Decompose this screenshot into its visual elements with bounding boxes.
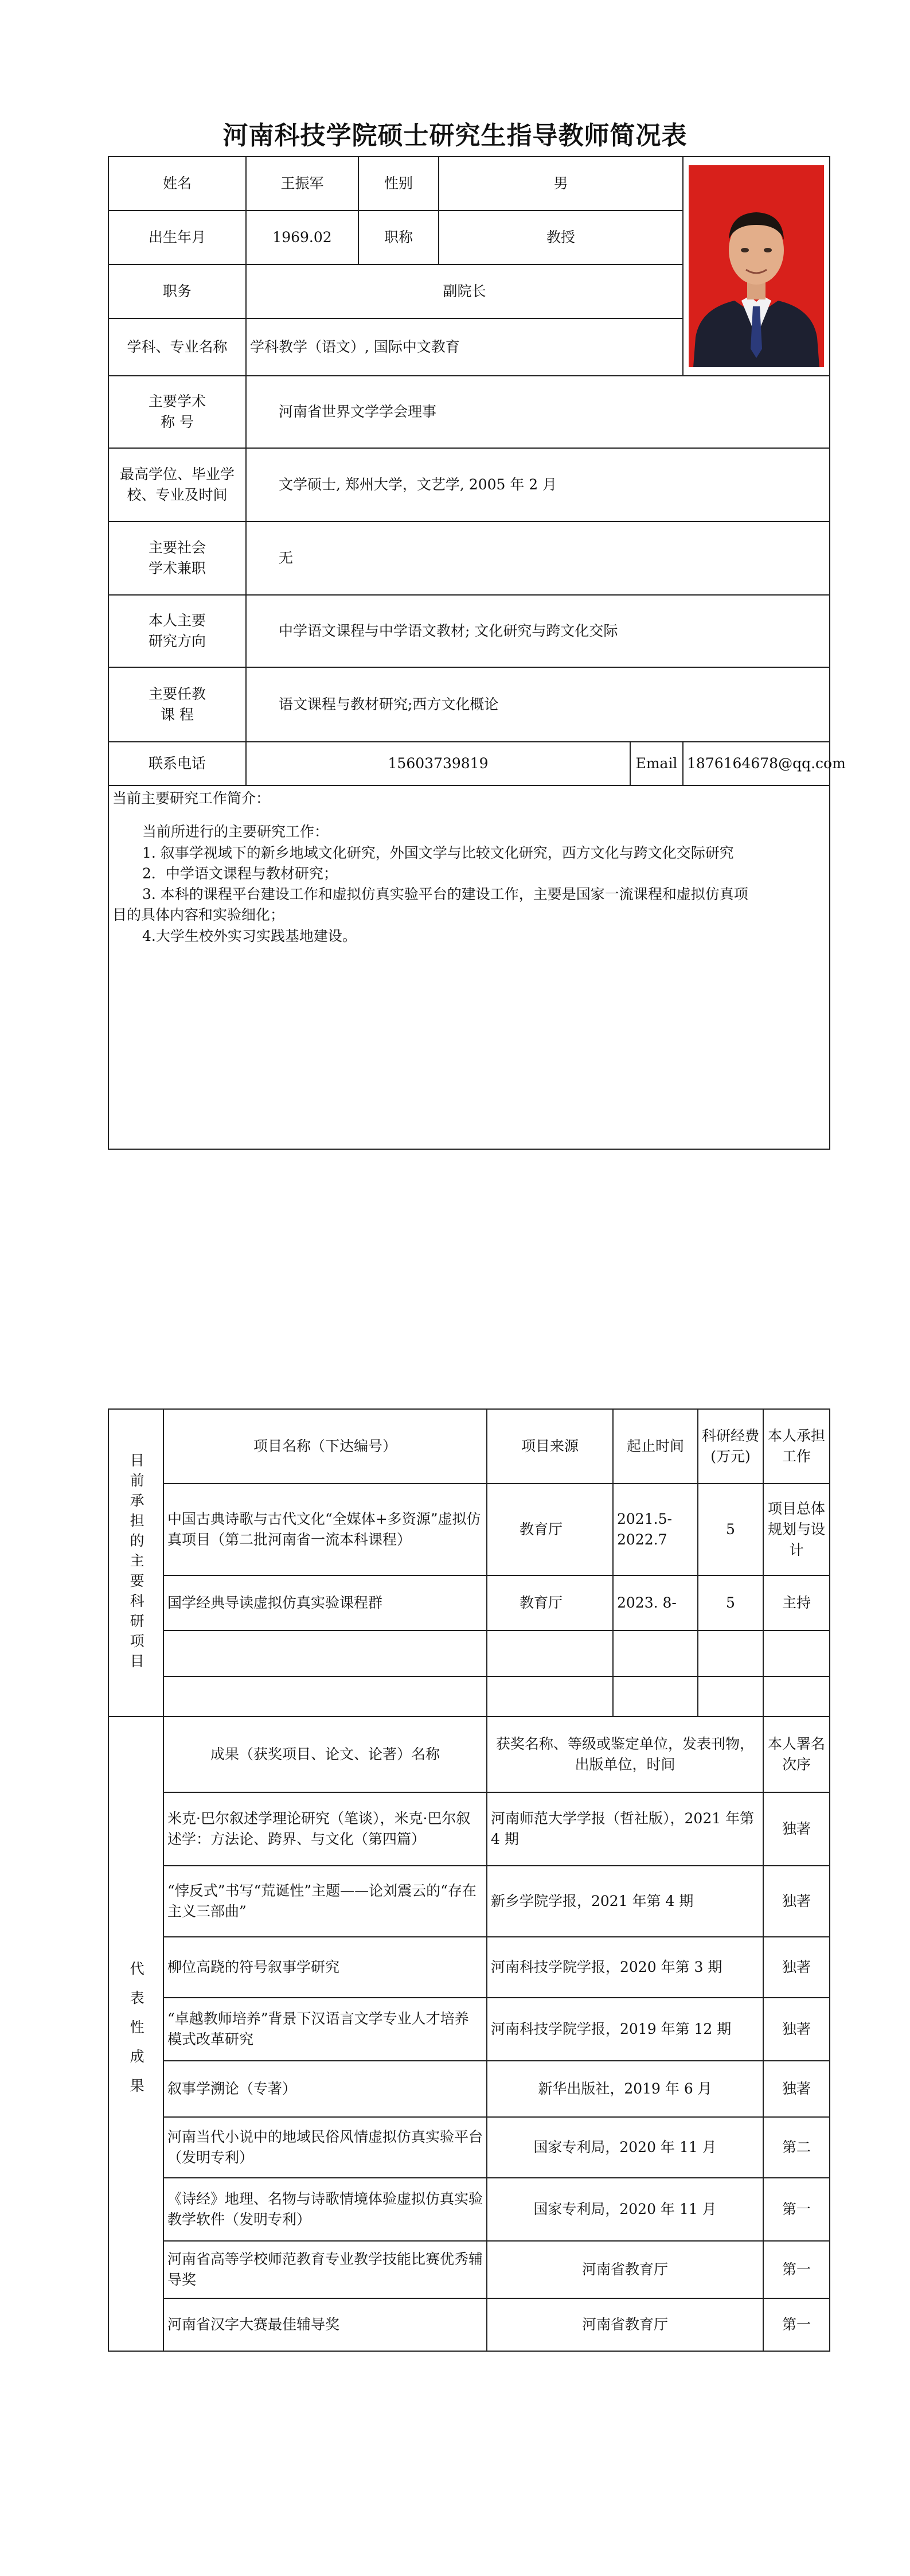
projects-header-funding: 科研经费(万元)	[698, 1409, 763, 1484]
achievement-order: 独著	[763, 2061, 830, 2117]
birth-label: 出生年月	[108, 211, 246, 264]
honors-value: 河南省世界文学学会理事	[246, 376, 830, 448]
achievement-name: “卓越教师培养”背景下汉语言文学专业人才培养模式改革研究	[163, 1998, 487, 2061]
projects-header-name: 项目名称（下达编号）	[163, 1409, 487, 1484]
empty-cell	[487, 1676, 613, 1717]
projects-header-source: 项目来源	[487, 1409, 613, 1484]
honors-label-line2: 称 号	[161, 414, 194, 430]
courses-value: 语文课程与教材研究;西方文化概论	[246, 667, 830, 742]
achievement-order: 独著	[763, 1866, 830, 1937]
empty-cell	[163, 1631, 487, 1676]
achievements-header-publisher: 获奖名称、等级或鉴定单位，发表刊物，出版单位，时间	[487, 1717, 763, 1792]
project-source: 教育厅	[487, 1484, 613, 1575]
work-intro-line: 3. 本科的课程平台建设工作和虚拟仿真实验平台的建设工作，主要是国家一流课程和虚拟仿真项	[142, 886, 748, 902]
achievement-publisher: 河南省教育厅	[487, 2241, 763, 2298]
achievements-header-name: 成果（获奖项目、论文、论著）名称	[163, 1717, 487, 1792]
project-funding: 5	[698, 1575, 763, 1631]
empty-cell	[487, 1631, 613, 1676]
profile-table	[108, 156, 846, 1150]
empty-cell	[763, 1631, 830, 1676]
achievement-publisher: 河南科技学院学报，2020 年第 3 期	[487, 1937, 763, 1998]
achievement-publisher: 国家专利局，2020 年 11 月	[487, 2178, 763, 2241]
achievement-order: 独著	[763, 1998, 830, 2061]
project-name: 中国古典诗歌与古代文化“全媒体+多资源”虚拟仿真项目（第二批河南省一流本科课程）	[163, 1484, 487, 1575]
achievement-name: 河南省高等学校师范教育专业教学技能比赛优秀辅导奖	[163, 2241, 487, 2298]
name-value: 王振军	[246, 157, 358, 211]
projects-table	[108, 1408, 830, 2352]
achievement-order: 第一	[763, 2241, 830, 2298]
discipline-label: 学科、专业名称	[108, 318, 246, 376]
projects-side-label-text: 目前承担的主要科研项目	[128, 1452, 145, 1674]
achievement-order: 第一	[763, 2178, 830, 2241]
achievement-order: 第二	[763, 2117, 830, 2178]
courses-label-line2: 课 程	[161, 706, 194, 723]
empty-cell	[613, 1676, 698, 1717]
achievement-publisher: 河南科技学院学报，2019 年第 12 期	[487, 1998, 763, 2061]
phone-value: 15603739819	[246, 742, 630, 785]
work-intro-line: 4.大学生校外实习实践基地建设。	[142, 927, 357, 944]
projects-header-role: 本人承担工作	[763, 1409, 830, 1484]
title-value: 教授	[439, 211, 683, 264]
degree-label-line1: 最高学位、毕业学	[119, 465, 235, 482]
achievement-name: “悖反式”书写“荒诞性”主题——论刘震云的“存在主义三部曲”	[163, 1866, 487, 1937]
social-value: 无	[246, 522, 830, 595]
gender-label: 性别	[358, 157, 439, 211]
work-intro-line: 1. 叙事学视域下的新乡地域文化研究，外国文学与比较文化研究，西方文化与跨文化交际研究	[142, 844, 734, 861]
email-label: Email	[630, 742, 683, 785]
work-intro	[108, 785, 830, 1149]
project-time: 2023. 8-	[613, 1575, 698, 1631]
portrait-photo	[689, 165, 824, 367]
name-label: 姓名	[108, 157, 246, 211]
empty-cell	[613, 1631, 698, 1676]
degree-value: 文学硕士, 郑州大学，文艺学, 2005 年 2 月	[246, 448, 830, 522]
project-source: 教育厅	[487, 1575, 613, 1631]
work-intro-line: 2．中学语文课程与教材研究；	[142, 865, 338, 882]
page-title: 河南科技学院硕士研究生指导教师简况表	[222, 121, 688, 150]
achievements-side-label-text: 代表性成果	[128, 1960, 145, 2107]
achievement-publisher: 新乡学院学报，2021 年第 4 期	[487, 1866, 763, 1937]
project-name: 国学经典导读虚拟仿真实验课程群	[163, 1575, 487, 1631]
project-role: 主持	[763, 1575, 830, 1631]
social-label	[108, 522, 246, 595]
achievement-name: 河南省汉字大赛最佳辅导奖	[163, 2298, 487, 2351]
research-value: 中学语文课程与中学语文教材; 文化研究与跨文化交际	[246, 595, 830, 667]
research-label-line1: 本人主要	[148, 612, 206, 629]
achievement-order: 独著	[763, 1937, 830, 1998]
courses-label-line1: 主要任教	[148, 685, 206, 702]
achievement-publisher: 国家专利局，2020 年 11 月	[487, 2117, 763, 2178]
honors-label	[108, 376, 246, 448]
work-intro-line: 当前所进行的主要研究工作：	[142, 823, 329, 840]
social-label-line1: 主要社会	[148, 539, 206, 556]
project-funding: 5	[698, 1484, 763, 1575]
discipline-value: 学科教学（语文）, 国际中文教育	[246, 318, 683, 376]
achievement-name: 河南当代小说中的地域民俗风情虚拟仿真实验平台（发明专利）	[163, 2117, 487, 2178]
degree-label-line2: 校、专业及时间	[127, 487, 228, 503]
projects-header-time: 起止时间	[613, 1409, 698, 1484]
position-value: 副院长	[246, 264, 683, 318]
project-role: 项目总体规划与设计	[763, 1484, 830, 1575]
research-label-line2: 研究方向	[148, 633, 206, 649]
photo-cell	[683, 157, 830, 376]
position-label: 职务	[108, 264, 246, 318]
empty-cell	[698, 1631, 763, 1676]
achievement-name: 米克·巴尔叙述学理论研究（笔谈），米克·巴尔叙述学：方法论、跨界、与文化（第四篇）	[163, 1792, 487, 1866]
empty-cell	[163, 1676, 487, 1717]
projects-side-label	[108, 1409, 163, 1717]
work-intro-heading: 当前主要研究工作简介：	[112, 790, 271, 807]
achievement-name: 叙事学溯论（专著）	[163, 2061, 487, 2117]
gender-value: 男	[439, 157, 683, 211]
title-label: 职称	[358, 211, 439, 264]
empty-cell	[763, 1676, 830, 1717]
phone-label: 联系电话	[108, 742, 246, 785]
social-label-line2: 学术兼职	[148, 560, 206, 577]
achievement-order: 第一	[763, 2298, 830, 2351]
achievement-name: 《诗经》地理、名物与诗歌情境体验虚拟仿真实验教学软件（发明专利）	[163, 2178, 487, 2241]
achievement-publisher: 新华出版社，2019 年 6 月	[487, 2061, 763, 2117]
achievements-header-order: 本人署名次序	[763, 1717, 830, 1792]
email-value: 1876164678@qq.com	[683, 742, 830, 785]
achievement-publisher: 河南师范大学学报（哲社版），2021 年第 4 期	[487, 1792, 763, 1866]
achievement-name: 柳位高跷的符号叙事学研究	[163, 1937, 487, 1998]
research-label	[108, 595, 246, 667]
birth-value: 1969.02	[246, 211, 358, 264]
empty-cell	[698, 1676, 763, 1717]
achievements-side-label	[108, 1717, 163, 2351]
courses-label	[108, 667, 246, 742]
achievement-publisher: 河南省教育厅	[487, 2298, 763, 2351]
degree-label	[108, 448, 246, 522]
honors-label-line1: 主要学术	[148, 392, 206, 410]
achievement-order: 独著	[763, 1792, 830, 1866]
project-time: 2021.5-2022.7	[613, 1484, 698, 1575]
work-intro-line: 目的具体内容和实验细化；	[112, 906, 285, 924]
